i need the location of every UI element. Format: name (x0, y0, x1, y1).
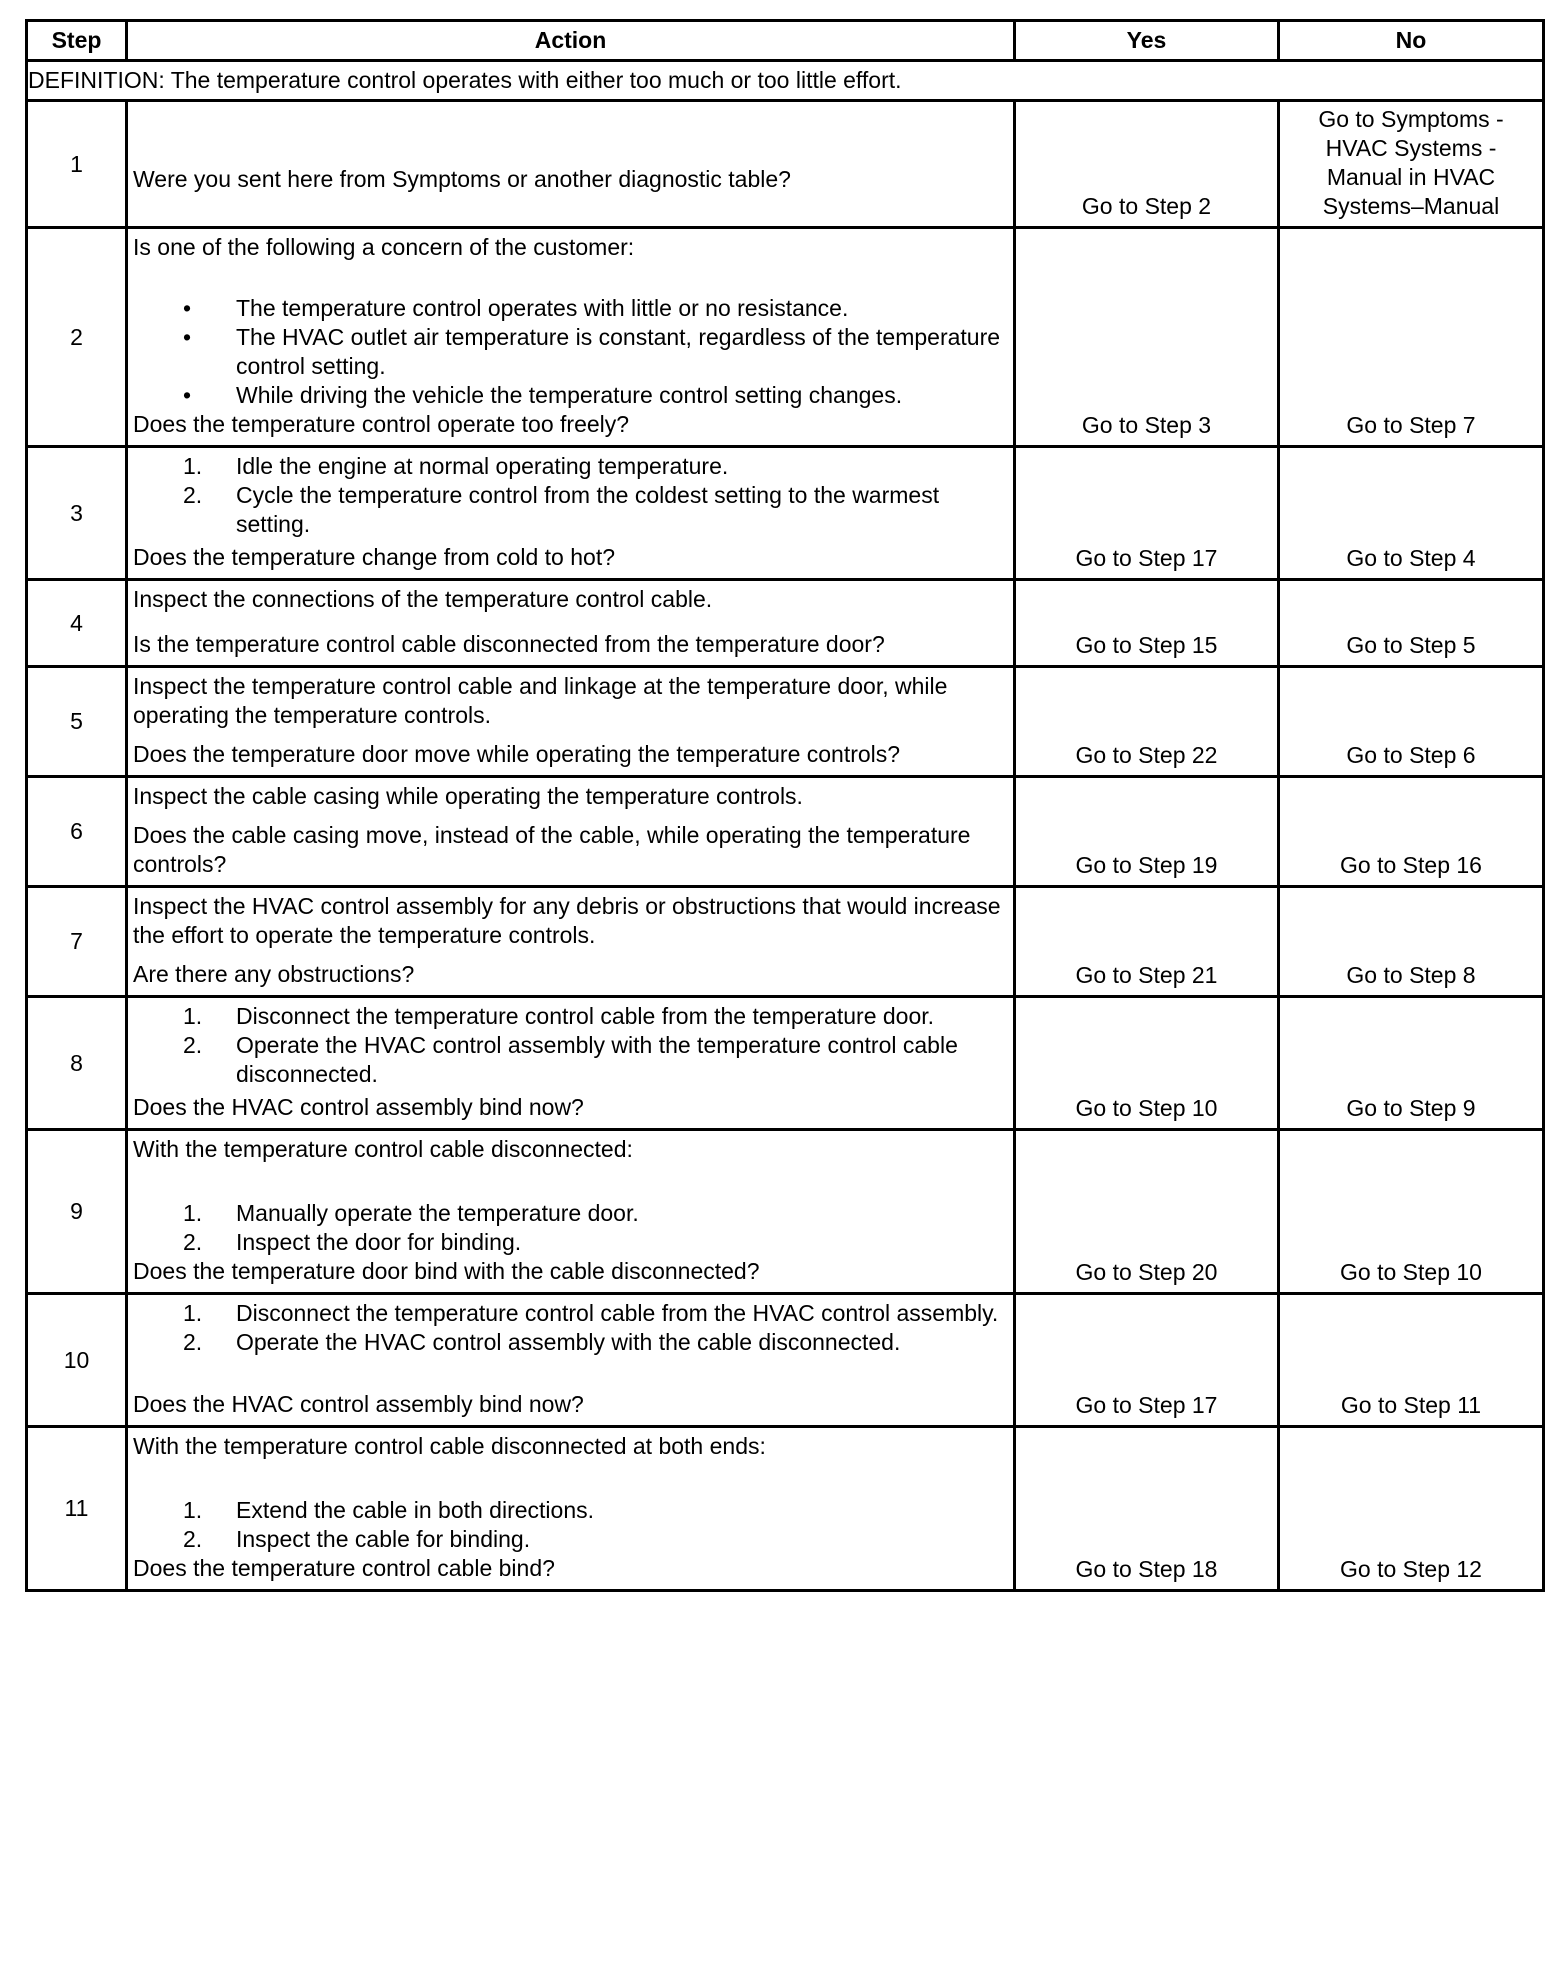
numbered-item (133, 1002, 1007, 1031)
header-step: Step (27, 21, 127, 61)
action-question: Does the cable casing move, instead of the cable, while operating the temperature controls? (133, 822, 971, 877)
yes-result: Go to Step 15 (1015, 580, 1279, 667)
numbered-item (133, 1199, 1007, 1228)
action-intro: Is one of the following a concern of the customer: (133, 234, 635, 260)
action-content (133, 892, 1007, 989)
table-row (27, 1130, 1544, 1294)
action-question: Does the HVAC control assembly bind now? (133, 1094, 584, 1120)
action-question: Are there any obstructions? (133, 961, 415, 987)
item-text: Operate the HVAC control assembly with the cable disconnected. (236, 1329, 901, 1355)
step-number: 4 (27, 580, 127, 667)
action-cell (127, 228, 1015, 447)
step-number: 3 (27, 447, 127, 580)
step-number: 8 (27, 997, 127, 1130)
table-row (27, 101, 1544, 228)
yes-result: Go to Step 10 (1015, 997, 1279, 1130)
no-result: Go to Step 12 (1279, 1427, 1544, 1591)
no-result: Go to Step 4 (1279, 447, 1544, 580)
header-yes: Yes (1015, 21, 1279, 61)
no-result: Go to Step 6 (1279, 667, 1544, 777)
table-row (27, 580, 1544, 667)
bullet-item: • The HVAC outlet air temperature is constant, regardless of the temperature control setting. (133, 323, 1007, 381)
definition-row (27, 61, 1544, 101)
header-row (27, 21, 1544, 61)
numbered-item (133, 1299, 1007, 1328)
yes-result: Go to Step 3 (1015, 228, 1279, 447)
table-row (27, 997, 1544, 1130)
action-content (133, 1135, 1007, 1286)
numbered-item (133, 481, 1007, 539)
no-result: Go to Symptoms - HVAC Systems - Manual in HVAC Systems–Manual (1279, 101, 1544, 228)
bullet-list (133, 294, 1007, 410)
yes-result: Go to Step 2 (1015, 101, 1279, 228)
action-content (133, 1432, 1007, 1583)
step-number: 7 (27, 887, 127, 997)
no-result: Go to Step 8 (1279, 887, 1544, 997)
step-number: 6 (27, 777, 127, 887)
item-text: Idle the engine at normal operating temperature. (236, 453, 729, 479)
item-text: Inspect the door for binding. (236, 1229, 522, 1255)
action-content (133, 1002, 1007, 1122)
table-row (27, 447, 1544, 580)
action-cell (127, 101, 1015, 228)
diagnostic-table (25, 19, 1545, 1592)
item-number: 2. (183, 1329, 203, 1355)
numbered-list (133, 1002, 1007, 1089)
table-row (27, 887, 1544, 997)
yes-result: Go to Step 19 (1015, 777, 1279, 887)
table-row (27, 667, 1544, 777)
yes-result: Go to Step 22 (1015, 667, 1279, 777)
table-row (27, 228, 1544, 447)
action-question: Is the temperature control cable disconnected from the temperature door? (133, 631, 885, 657)
action-question: Does the temperature change from cold to hot? (133, 544, 616, 570)
no-result: Go to Step 9 (1279, 997, 1544, 1130)
yes-result: Go to Step 17 (1015, 447, 1279, 580)
numbered-list (133, 452, 1007, 539)
yes-result: Go to Step 20 (1015, 1130, 1279, 1294)
item-number: 1. (183, 1200, 203, 1226)
numbered-list (133, 1299, 1007, 1357)
item-text: Cycle the temperature control from the coldest setting to the warmest setting. (236, 482, 940, 537)
action-cell (127, 1294, 1015, 1427)
action-cell (127, 777, 1015, 887)
spacer (133, 262, 1007, 294)
table-row (27, 1427, 1544, 1591)
item-text: Manually operate the temperature door. (236, 1200, 639, 1226)
action-content (133, 585, 1007, 659)
item-number: 2. (183, 482, 203, 508)
action-question: Does the temperature door move while operating the temperature controls? (133, 741, 901, 767)
table-row (27, 777, 1544, 887)
no-result: Go to Step 16 (1279, 777, 1544, 887)
header-action: Action (127, 21, 1015, 61)
action-cell (127, 1427, 1015, 1591)
no-result: Go to Step 7 (1279, 228, 1544, 447)
item-text: Disconnect the temperature control cable from the temperature door. (236, 1003, 935, 1029)
no-result: Go to Step 10 (1279, 1130, 1544, 1294)
item-number: 1. (183, 1497, 203, 1523)
action-content (133, 1299, 1007, 1419)
header-no: No (1279, 21, 1544, 61)
action-cell (127, 447, 1015, 580)
yes-result: Go to Step 18 (1015, 1427, 1279, 1591)
step-number: 11 (27, 1427, 127, 1591)
item-number: 2. (183, 1032, 203, 1058)
action-cell (127, 997, 1015, 1130)
yes-result: Go to Step 21 (1015, 887, 1279, 997)
numbered-list (133, 1496, 1007, 1554)
numbered-list (133, 1199, 1007, 1257)
yes-result: Go to Step 17 (1015, 1294, 1279, 1427)
item-number: 1. (183, 1300, 203, 1326)
action-intro: Inspect the connections of the temperature control cable. (133, 586, 713, 612)
item-text: Operate the HVAC control assembly with the temperature control cable disconnected. (236, 1032, 958, 1087)
no-result: Go to Step 11 (1279, 1294, 1544, 1427)
item-text: Disconnect the temperature control cable from the HVAC control assembly. (236, 1300, 999, 1326)
step-number: 10 (27, 1294, 127, 1427)
numbered-item (133, 1228, 1007, 1257)
action-intro: With the temperature control cable disconnected at both ends: (133, 1433, 766, 1459)
step-number: 1 (27, 101, 127, 228)
bullet-item: • While driving the vehicle the temperature control setting changes. (133, 381, 1007, 410)
spacer (133, 1461, 1007, 1496)
action-cell (127, 1130, 1015, 1294)
item-number: 1. (183, 1003, 203, 1029)
item-number: 2. (183, 1526, 203, 1552)
action-cell (127, 667, 1015, 777)
numbered-item (133, 1031, 1007, 1089)
action-intro: Inspect the HVAC control assembly for any debris or obstructions that would increase the effort to operate the temperature controls. (133, 893, 1001, 948)
step-number: 9 (27, 1130, 127, 1294)
numbered-item (133, 1525, 1007, 1554)
no-result: Go to Step 5 (1279, 580, 1544, 667)
numbered-item (133, 452, 1007, 481)
action-content (133, 106, 1007, 194)
item-text: Extend the cable in both directions. (236, 1497, 595, 1523)
spacer (133, 1164, 1007, 1199)
numbered-item (133, 1496, 1007, 1525)
step-number: 2 (27, 228, 127, 447)
action-content (133, 452, 1007, 572)
action-content (133, 233, 1007, 439)
action-cell (127, 887, 1015, 997)
definition-text: DEFINITION: The temperature control operates with either too much or too little effort. (27, 61, 1544, 101)
item-number: 2. (183, 1229, 203, 1255)
action-intro: Inspect the cable casing while operating the temperature controls. (133, 783, 803, 809)
action-question: Does the temperature control operate too freely? (133, 411, 630, 437)
action-question: Were you sent here from Symptoms or another diagnostic table? (133, 166, 791, 192)
bullet-item: • The temperature control operates with little or no resistance. (133, 294, 1007, 323)
action-content (133, 782, 1007, 879)
action-intro: With the temperature control cable disconnected: (133, 1136, 633, 1162)
numbered-item (133, 1328, 1007, 1357)
item-text: Inspect the cable for binding. (236, 1526, 531, 1552)
action-question: Does the temperature control cable bind? (133, 1555, 555, 1581)
action-intro: Inspect the temperature control cable and linkage at the temperature door, while operating the temperature controls. (133, 673, 948, 728)
action-content (133, 672, 1007, 769)
step-number: 5 (27, 667, 127, 777)
table-row (27, 1294, 1544, 1427)
action-question: Does the temperature door bind with the cable disconnected? (133, 1258, 760, 1284)
action-cell (127, 580, 1015, 667)
item-number: 1. (183, 453, 203, 479)
action-question: Does the HVAC control assembly bind now? (133, 1391, 584, 1417)
